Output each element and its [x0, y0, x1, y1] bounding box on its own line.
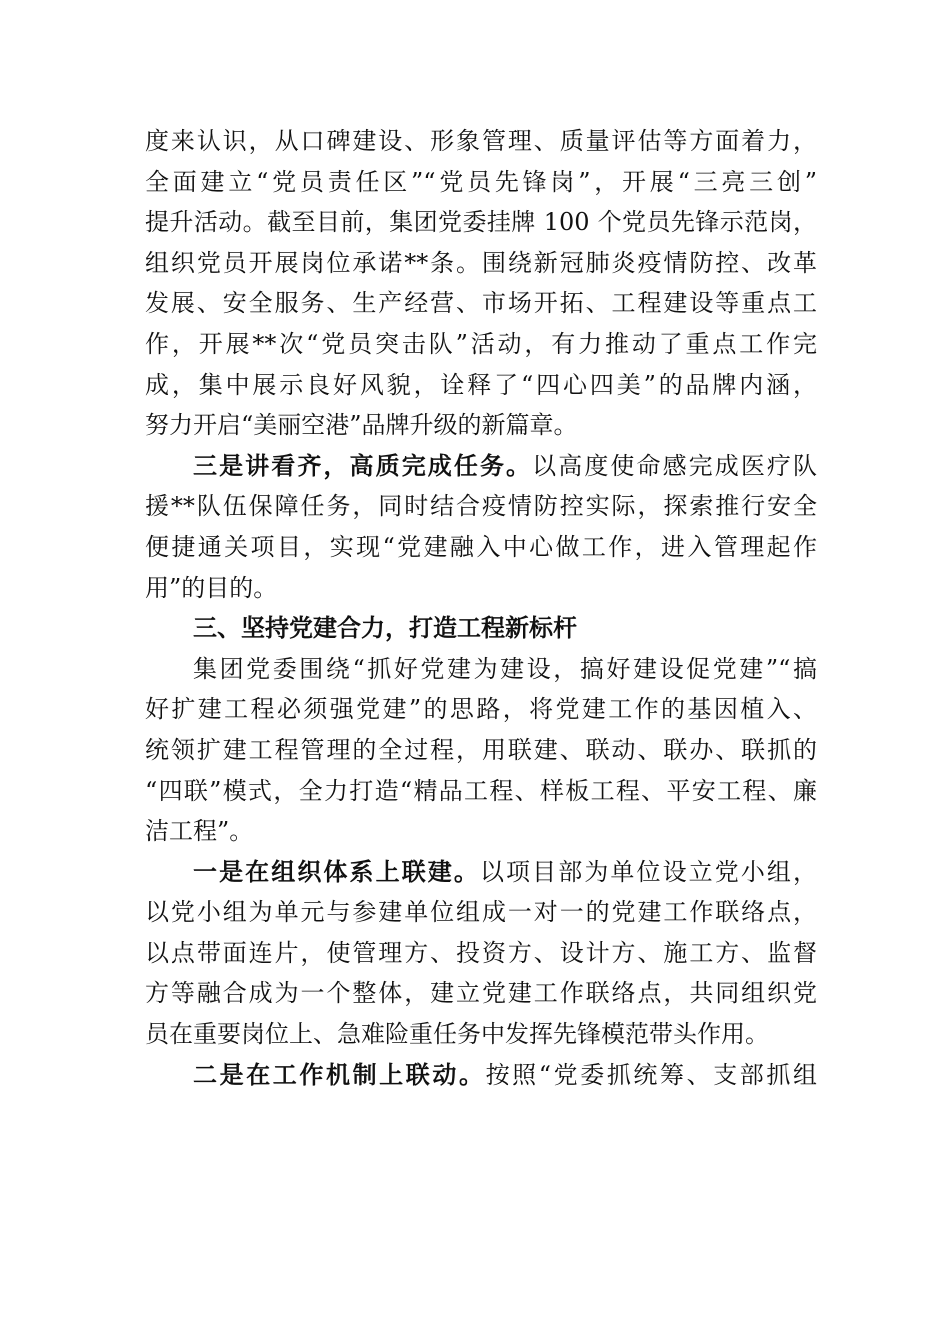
paragraph-lead: 一是在组织体系上联建。 [193, 857, 480, 886]
text-line: 成，集中展示良好风貌，诠释了“四心四美”的品牌内涵， [145, 370, 817, 399]
text-line: 好扩建工程必须强党建”的思路，将党建工作的基因植入、 [145, 695, 817, 724]
paragraph-brand-building [145, 121, 817, 446]
paragraph-first-line-rest: 以项目部为单位设立党小组， [479, 857, 818, 886]
text-line: 度来认识，从口碑建设、形象管理、质量评估等方面着力， [145, 127, 817, 155]
text-line: 发展、安全服务、生产经营、市场开拓、工程建设等重点工 [145, 289, 817, 318]
text-line: 集团党委围绕“抓好党建为建设，搞好建设促党建”“搞 [193, 654, 817, 683]
section-heading [145, 608, 817, 649]
text-line: 努力开启“美丽空港”品牌升级的新篇章。 [145, 411, 578, 440]
text-line: 援**队伍保障任务，同时结合疫情防控实际，探索推行安全 [145, 492, 817, 521]
text-line [145, 446, 817, 487]
text-line: 以党小组为单元与参建单位组成一对一的党建工作联络点， [145, 898, 817, 927]
text-line: 全面建立“党员责任区”“党员先锋岗”，开展“三亮三创” [145, 167, 817, 196]
paragraph-work-mechanism [145, 1055, 817, 1096]
paragraph-first-line-rest: 按照“党委抓统筹、支部抓组 [485, 1060, 817, 1089]
text-line: 洁工程”。 [145, 817, 254, 846]
text-line: 提升活动。截至目前，集团党委挂牌 100 个党员先锋示范岗， [145, 208, 817, 237]
text-line: “四联”模式，全力打造“精品工程、样板工程、平安工程、廉 [145, 776, 817, 805]
text-line [145, 1055, 817, 1096]
text-line: 方等融合成为一个整体，建立党建工作联络点，共同组织党 [145, 979, 817, 1008]
paragraph-party-building-synergy [145, 649, 817, 852]
text-line: 统领扩建工程管理的全过程，用联建、联动、联办、联抓的 [145, 735, 817, 764]
document-body [145, 121, 817, 1095]
paragraph-organization-system [145, 852, 817, 1055]
text-line: 用”的目的。 [145, 573, 278, 602]
text-line: 组织党员开展岗位承诺**条。围绕新冠肺炎疫情防控、改革 [145, 248, 817, 277]
paragraph-lead: 三是讲看齐，高质完成任务。 [193, 451, 533, 480]
text-line: 便捷通关项目，实现“党建融入中心做工作，进入管理起作 [145, 532, 817, 561]
paragraph-first-line-rest: 以高度使命感完成医疗队 [532, 451, 818, 480]
text-line: 员在重要岗位上、急难险重任务中发挥先锋模范带头作用。 [145, 1020, 769, 1049]
text-line: 以点带面连片，使管理方、投资方、设计方、施工方、监督 [145, 938, 817, 967]
paragraph-lead: 二是在工作机制上联动。 [193, 1060, 486, 1089]
text-line: 作，开展**次“党员突击队”活动，有力推动了重点工作完 [145, 329, 817, 358]
section-heading-text: 三、坚持党建合力，打造工程新标杆 [193, 614, 577, 643]
paragraph-task-completion [145, 446, 817, 608]
text-line [145, 852, 817, 893]
